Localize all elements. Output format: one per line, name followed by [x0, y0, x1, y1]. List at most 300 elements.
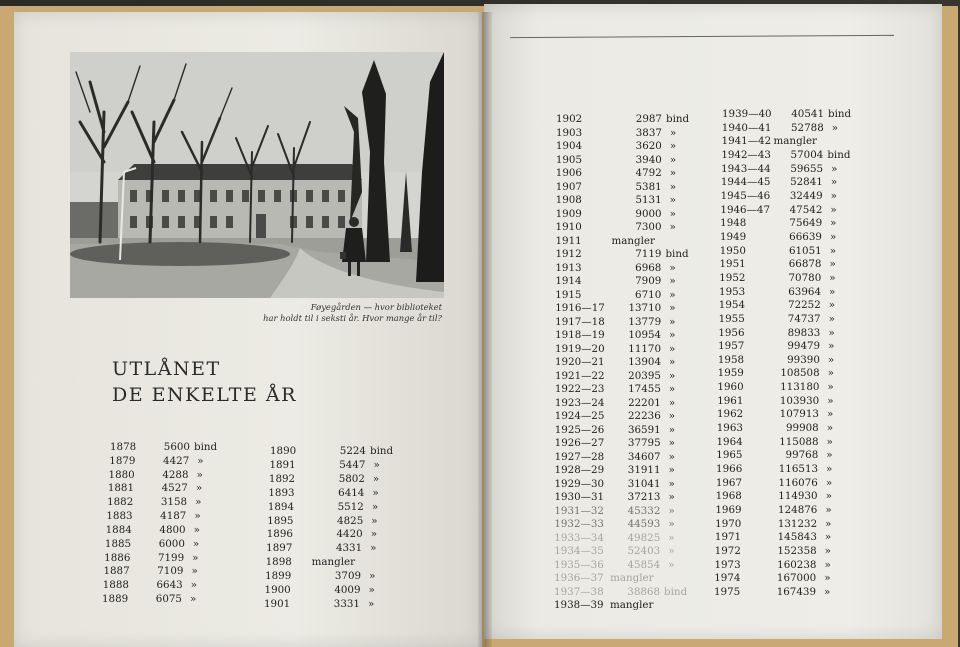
row-unit: bind: [665, 248, 689, 260]
row-year: 1919—20: [555, 342, 605, 355]
table-row: [717, 380, 857, 394]
row-unit: »: [829, 244, 837, 257]
row-unit: »: [826, 422, 834, 435]
row-year: 1954: [718, 299, 746, 312]
row-year: 1903: [555, 126, 583, 139]
table-row: [106, 523, 226, 537]
row-value: 22236: [628, 410, 661, 422]
table-row: [715, 544, 855, 558]
row-unit: »: [669, 356, 676, 368]
row-value: 116076: [778, 476, 818, 489]
row-unit: »: [828, 340, 835, 353]
row-value: 5381: [635, 180, 662, 193]
table-row: [105, 537, 225, 551]
row-value: 5802: [338, 472, 365, 485]
row-unit: »: [669, 207, 676, 220]
section-heading: [112, 356, 297, 408]
row-value: 167000: [776, 572, 817, 585]
row-value: 4288: [162, 468, 189, 481]
row-unit: »: [669, 288, 676, 301]
row-year: 1917—18: [555, 315, 605, 328]
row-unit: bind: [664, 585, 688, 598]
row-unit: »: [196, 468, 203, 481]
row-unit: »: [826, 463, 833, 476]
row-unit: »: [197, 454, 204, 467]
row-unit: »: [824, 545, 831, 558]
row-value: 7199: [157, 551, 185, 564]
row-value: 59655: [790, 162, 824, 175]
row-value: 3331: [333, 598, 360, 610]
table-row: [717, 394, 857, 408]
row-year: 1895: [267, 514, 294, 527]
row-unit: »: [828, 326, 835, 339]
table-row: [721, 148, 861, 162]
row-unit: »: [668, 437, 675, 449]
table-row: [716, 489, 856, 503]
row-value: 57004: [790, 148, 824, 161]
row-value: 99768: [785, 449, 819, 462]
table-row: [555, 423, 695, 437]
row-value: 61051: [788, 244, 822, 257]
table-row: [556, 112, 696, 126]
row-value: 11170: [628, 342, 662, 355]
row-year: 1907: [555, 180, 582, 193]
row-value: 6000: [158, 537, 185, 550]
table-row: [714, 558, 854, 572]
row-unit: »: [668, 410, 676, 422]
table-row: [721, 162, 861, 176]
row-unit: »: [668, 518, 675, 530]
table-row: [556, 234, 696, 248]
row-unit: »: [668, 558, 675, 571]
row-unit: »: [829, 258, 836, 271]
table-row: [714, 571, 854, 585]
table-row: [718, 326, 858, 340]
row-unit: »: [190, 579, 198, 592]
row-year: 1912: [555, 248, 582, 260]
row-value: 103930: [779, 394, 820, 407]
row-year: 1924—25: [554, 410, 605, 422]
table-row: [556, 139, 696, 153]
row-value: 66878: [788, 258, 822, 271]
row-year: 1968: [715, 490, 742, 503]
row-year: 1970: [715, 517, 742, 530]
table-row: [556, 166, 696, 180]
row-value: 4009: [334, 584, 361, 597]
row-year: 1957: [718, 340, 745, 353]
row-year: 1925—26: [554, 423, 605, 436]
row-value: 4800: [159, 523, 186, 536]
row-year: 1959: [717, 367, 744, 380]
row-unit: »: [669, 315, 676, 328]
row-value: 52841: [790, 176, 823, 189]
row-year: 1911: [555, 234, 582, 247]
row-unit: »: [669, 261, 676, 274]
row-unit: »: [368, 584, 375, 597]
table-row: [555, 355, 695, 369]
table-row: [717, 421, 857, 435]
table-row: [556, 153, 696, 167]
row-value: 10954: [628, 329, 662, 341]
row-value: 45854: [627, 558, 661, 571]
table-row: [555, 477, 695, 491]
row-unit: »: [827, 367, 834, 380]
table-row: [270, 444, 394, 458]
row-value: 31911: [627, 464, 661, 476]
row-year: 1965: [716, 449, 743, 462]
table-row: [110, 440, 230, 454]
row-year: 1898: [265, 556, 292, 569]
table-row: [715, 530, 855, 544]
row-year: 1914: [555, 275, 582, 287]
row-unit: »: [824, 586, 831, 598]
row-unit: »: [371, 500, 379, 513]
row-unit: »: [371, 514, 378, 527]
row-value: 5600: [163, 441, 190, 453]
row-unit: »: [668, 491, 675, 503]
row-year: 1938—39: [554, 599, 604, 611]
row-year: 1939—40: [722, 108, 772, 120]
row-value: 4527: [161, 482, 188, 495]
row-unit: »: [828, 299, 836, 312]
row-unit: »: [373, 458, 380, 471]
row-unit: »: [826, 408, 834, 421]
photo-caption: [230, 302, 442, 324]
row-year: 1909: [555, 207, 582, 220]
row-value: 4792: [635, 167, 662, 179]
row-year: 1915: [555, 288, 582, 301]
row-year: 1943—44: [721, 162, 771, 175]
row-value: 4825: [337, 514, 364, 527]
row-value: 7119: [635, 248, 662, 260]
table-row: [554, 517, 694, 531]
row-year: 1964: [716, 435, 743, 448]
row-year: 1888: [102, 579, 129, 592]
row-year: 1948: [720, 217, 747, 230]
row-year: 1894: [267, 500, 295, 513]
table-row: [265, 569, 385, 583]
row-value: 9000: [635, 207, 662, 220]
table-row: [718, 339, 858, 353]
row-value: 99908: [785, 422, 819, 435]
row-year: 1913: [555, 261, 582, 274]
table-row: [716, 476, 856, 490]
row-value: 31041: [627, 477, 661, 490]
table-row: [719, 285, 859, 299]
row-year: 1886: [104, 551, 131, 564]
table-row: [554, 571, 694, 585]
row-year: 1880: [108, 468, 135, 481]
table-row: [715, 503, 855, 517]
table-row: [721, 175, 861, 189]
row-value: 7909: [635, 275, 662, 287]
row-value: 75649: [789, 217, 823, 230]
row-year: 1949: [719, 230, 747, 243]
row-value: 72252: [788, 299, 821, 312]
row-year: 1944—45: [720, 176, 771, 189]
table-row: [717, 407, 857, 421]
row-unit: »: [669, 329, 676, 341]
row-unit: »: [669, 153, 677, 166]
row-year: 1902: [556, 113, 583, 125]
table-row: [715, 517, 855, 531]
table-row: [554, 598, 694, 612]
row-year: 1952: [719, 271, 746, 284]
table-row: [556, 193, 696, 207]
row-value: 37795: [627, 437, 661, 449]
table-row: [555, 436, 695, 450]
row-year: 1908: [555, 194, 582, 206]
row-unit: »: [669, 167, 677, 179]
table-row: [716, 462, 856, 476]
row-value: 3709: [334, 570, 362, 583]
row-value: 2987: [635, 113, 662, 125]
row-value: 38868: [627, 585, 661, 598]
table-row: [268, 500, 388, 514]
row-year: 1953: [719, 285, 746, 298]
row-value: 113180: [780, 381, 820, 394]
row-value: 5131: [635, 194, 662, 206]
heading-line-2: DE ENKELTE ÅR: [112, 384, 297, 406]
row-value: 13779: [628, 315, 662, 328]
table-row: [719, 257, 859, 271]
table-row: [722, 121, 862, 135]
row-year: 1891: [269, 458, 296, 471]
row-unit: bind: [194, 441, 218, 453]
row-value: 3620: [635, 140, 662, 152]
row-unit: »: [827, 353, 835, 366]
row-unit: »: [668, 531, 675, 544]
row-value: 70780: [788, 271, 822, 284]
row-year: 1927—28: [554, 450, 605, 463]
row-unit: »: [825, 490, 832, 503]
table-row: [554, 531, 694, 545]
row-year: 1942—43: [721, 148, 771, 161]
row-value: 32449: [789, 189, 823, 202]
row-value: 115088: [779, 435, 819, 448]
row-value: 4420: [336, 528, 363, 541]
row-value: 40541: [791, 108, 824, 120]
row-year: 1933—34: [554, 531, 604, 544]
row-year: 1958: [717, 353, 745, 366]
row-year: 1966: [716, 463, 743, 476]
table-row: [109, 454, 229, 468]
row-value: 45332: [627, 504, 661, 517]
caption-line-1: Føyegården — hvor biblioteket: [310, 302, 442, 312]
table-row: [554, 558, 694, 572]
table-row: [719, 271, 859, 285]
row-value: 44593: [627, 518, 661, 530]
row-year: 1900: [264, 584, 291, 597]
row-year: 1963: [716, 422, 743, 435]
right-page: [484, 4, 942, 639]
table-row: [714, 585, 854, 599]
table-row: [265, 583, 385, 597]
row-unit: »: [825, 476, 833, 489]
table-row: [555, 369, 695, 383]
table-row: [720, 230, 860, 244]
table-row: [720, 216, 860, 230]
table-row: [556, 126, 696, 140]
row-value: 52788: [791, 121, 824, 134]
table-row: [555, 328, 695, 342]
row-unit: »: [668, 383, 676, 395]
row-value: 7300: [635, 221, 662, 233]
row-unit: »: [191, 565, 198, 578]
row-value: 131232: [777, 517, 818, 530]
row-value: 5512: [337, 500, 364, 513]
table-row: [722, 134, 862, 148]
table-row: [267, 527, 387, 541]
row-year: 1946—47: [720, 203, 770, 216]
row-value: mangler: [610, 599, 654, 611]
table-row: [269, 458, 389, 472]
table-row: [719, 312, 859, 326]
row-unit: »: [668, 545, 675, 557]
row-year: 1961: [717, 394, 744, 407]
table-row: [554, 585, 694, 599]
row-value: 17455: [628, 383, 661, 395]
row-unit: »: [669, 342, 676, 355]
row-unit: bind: [666, 113, 690, 125]
row-year: 1887: [103, 565, 130, 578]
row-unit: »: [826, 435, 833, 448]
row-value: mangler: [773, 135, 817, 148]
row-year: 1932—33: [554, 518, 604, 530]
table-row: [107, 495, 227, 509]
row-value: 152358: [777, 545, 817, 558]
table-row: [555, 382, 695, 396]
row-value: 167439: [776, 586, 816, 598]
row-year: 1922—23: [554, 383, 605, 395]
table-row: [268, 486, 388, 500]
table-row: [716, 448, 856, 462]
row-year: 1973: [714, 558, 741, 571]
row-unit: »: [368, 598, 375, 610]
row-year: 1937—38: [554, 585, 604, 598]
row-value: 36591: [627, 423, 661, 436]
table-row: [554, 490, 694, 504]
row-value: 13904: [628, 356, 661, 368]
row-year: 1930—31: [554, 491, 605, 503]
table-row: [104, 551, 224, 565]
row-year: 1931—32: [554, 504, 604, 517]
table-row: [555, 261, 695, 275]
row-value: 3837: [635, 126, 662, 139]
table-row: [555, 247, 695, 261]
row-value: 99479: [787, 340, 821, 353]
table-row: [554, 544, 694, 558]
row-unit: »: [669, 140, 677, 152]
row-unit: »: [829, 230, 837, 243]
row-year: 1962: [716, 408, 744, 421]
row-value: 114930: [778, 490, 818, 503]
table-row: [555, 301, 695, 315]
table-row: [264, 597, 384, 611]
row-unit: »: [669, 180, 677, 193]
row-value: 22201: [628, 396, 661, 409]
row-value: 66639: [789, 230, 822, 243]
row-unit: »: [669, 221, 676, 233]
row-value: 108508: [780, 367, 820, 380]
row-value: 89833: [787, 326, 821, 339]
row-unit: »: [192, 537, 200, 550]
row-unit: »: [193, 523, 200, 536]
table-row: [106, 509, 226, 523]
row-year: 1910: [555, 221, 582, 233]
row-year: 1889: [102, 593, 129, 605]
row-unit: »: [824, 558, 831, 571]
row-value: mangler: [611, 234, 655, 247]
row-value: 74737: [787, 312, 821, 325]
table-row: [266, 541, 386, 555]
library-photo: [70, 52, 444, 298]
row-value: 4331: [335, 542, 363, 555]
row-value: 52403: [627, 545, 661, 557]
row-year: 1967: [715, 476, 743, 489]
row-unit: »: [824, 531, 832, 544]
row-year: 1906: [555, 167, 582, 179]
row-value: 5224: [339, 445, 366, 457]
row-year: 1940—41: [721, 121, 772, 134]
row-year: 1916—17: [555, 302, 605, 314]
row-year: 1951: [719, 258, 746, 271]
row-unit: bind: [828, 108, 852, 120]
row-year: 1941—42: [721, 135, 772, 148]
table-row: [555, 396, 695, 410]
row-unit: »: [370, 542, 377, 555]
row-value: 4427: [163, 454, 190, 467]
table-row: [555, 342, 695, 356]
row-year: 1975: [714, 586, 741, 598]
table-row: [103, 564, 223, 578]
table-row: [555, 274, 695, 288]
row-year: 1881: [107, 482, 135, 495]
row-year: 1892: [268, 472, 296, 485]
row-unit: »: [669, 126, 677, 139]
row-unit: »: [668, 369, 676, 382]
row-unit: »: [829, 271, 836, 284]
row-unit: »: [824, 572, 831, 585]
table-row: [103, 578, 223, 592]
row-year: 1918—19: [555, 329, 605, 341]
library-photo-image: [70, 52, 444, 298]
row-value: 6643: [156, 579, 183, 592]
row-year: 1972: [714, 545, 741, 558]
table-row: [717, 435, 857, 449]
row-unit: »: [668, 504, 675, 517]
row-unit: »: [827, 394, 834, 407]
table-row: [720, 203, 860, 217]
row-year: 1969: [715, 504, 742, 517]
row-unit: »: [669, 275, 676, 287]
row-year: 1904: [555, 140, 583, 152]
row-unit: »: [369, 570, 376, 583]
row-year: 1884: [105, 523, 132, 536]
row-year: 1936—37: [554, 572, 604, 584]
row-year: 1901: [264, 598, 291, 610]
table-row: [267, 514, 387, 528]
row-value: 63964: [788, 285, 822, 298]
row-unit: »: [195, 496, 202, 509]
table-row: [720, 244, 860, 258]
row-value: 107913: [779, 408, 819, 421]
row-year: 1920—21: [555, 356, 605, 368]
row-value: 160238: [777, 558, 817, 571]
row-year: 1923—24: [554, 396, 605, 409]
row-value: 116513: [778, 463, 819, 476]
row-year: 1960: [717, 381, 744, 394]
